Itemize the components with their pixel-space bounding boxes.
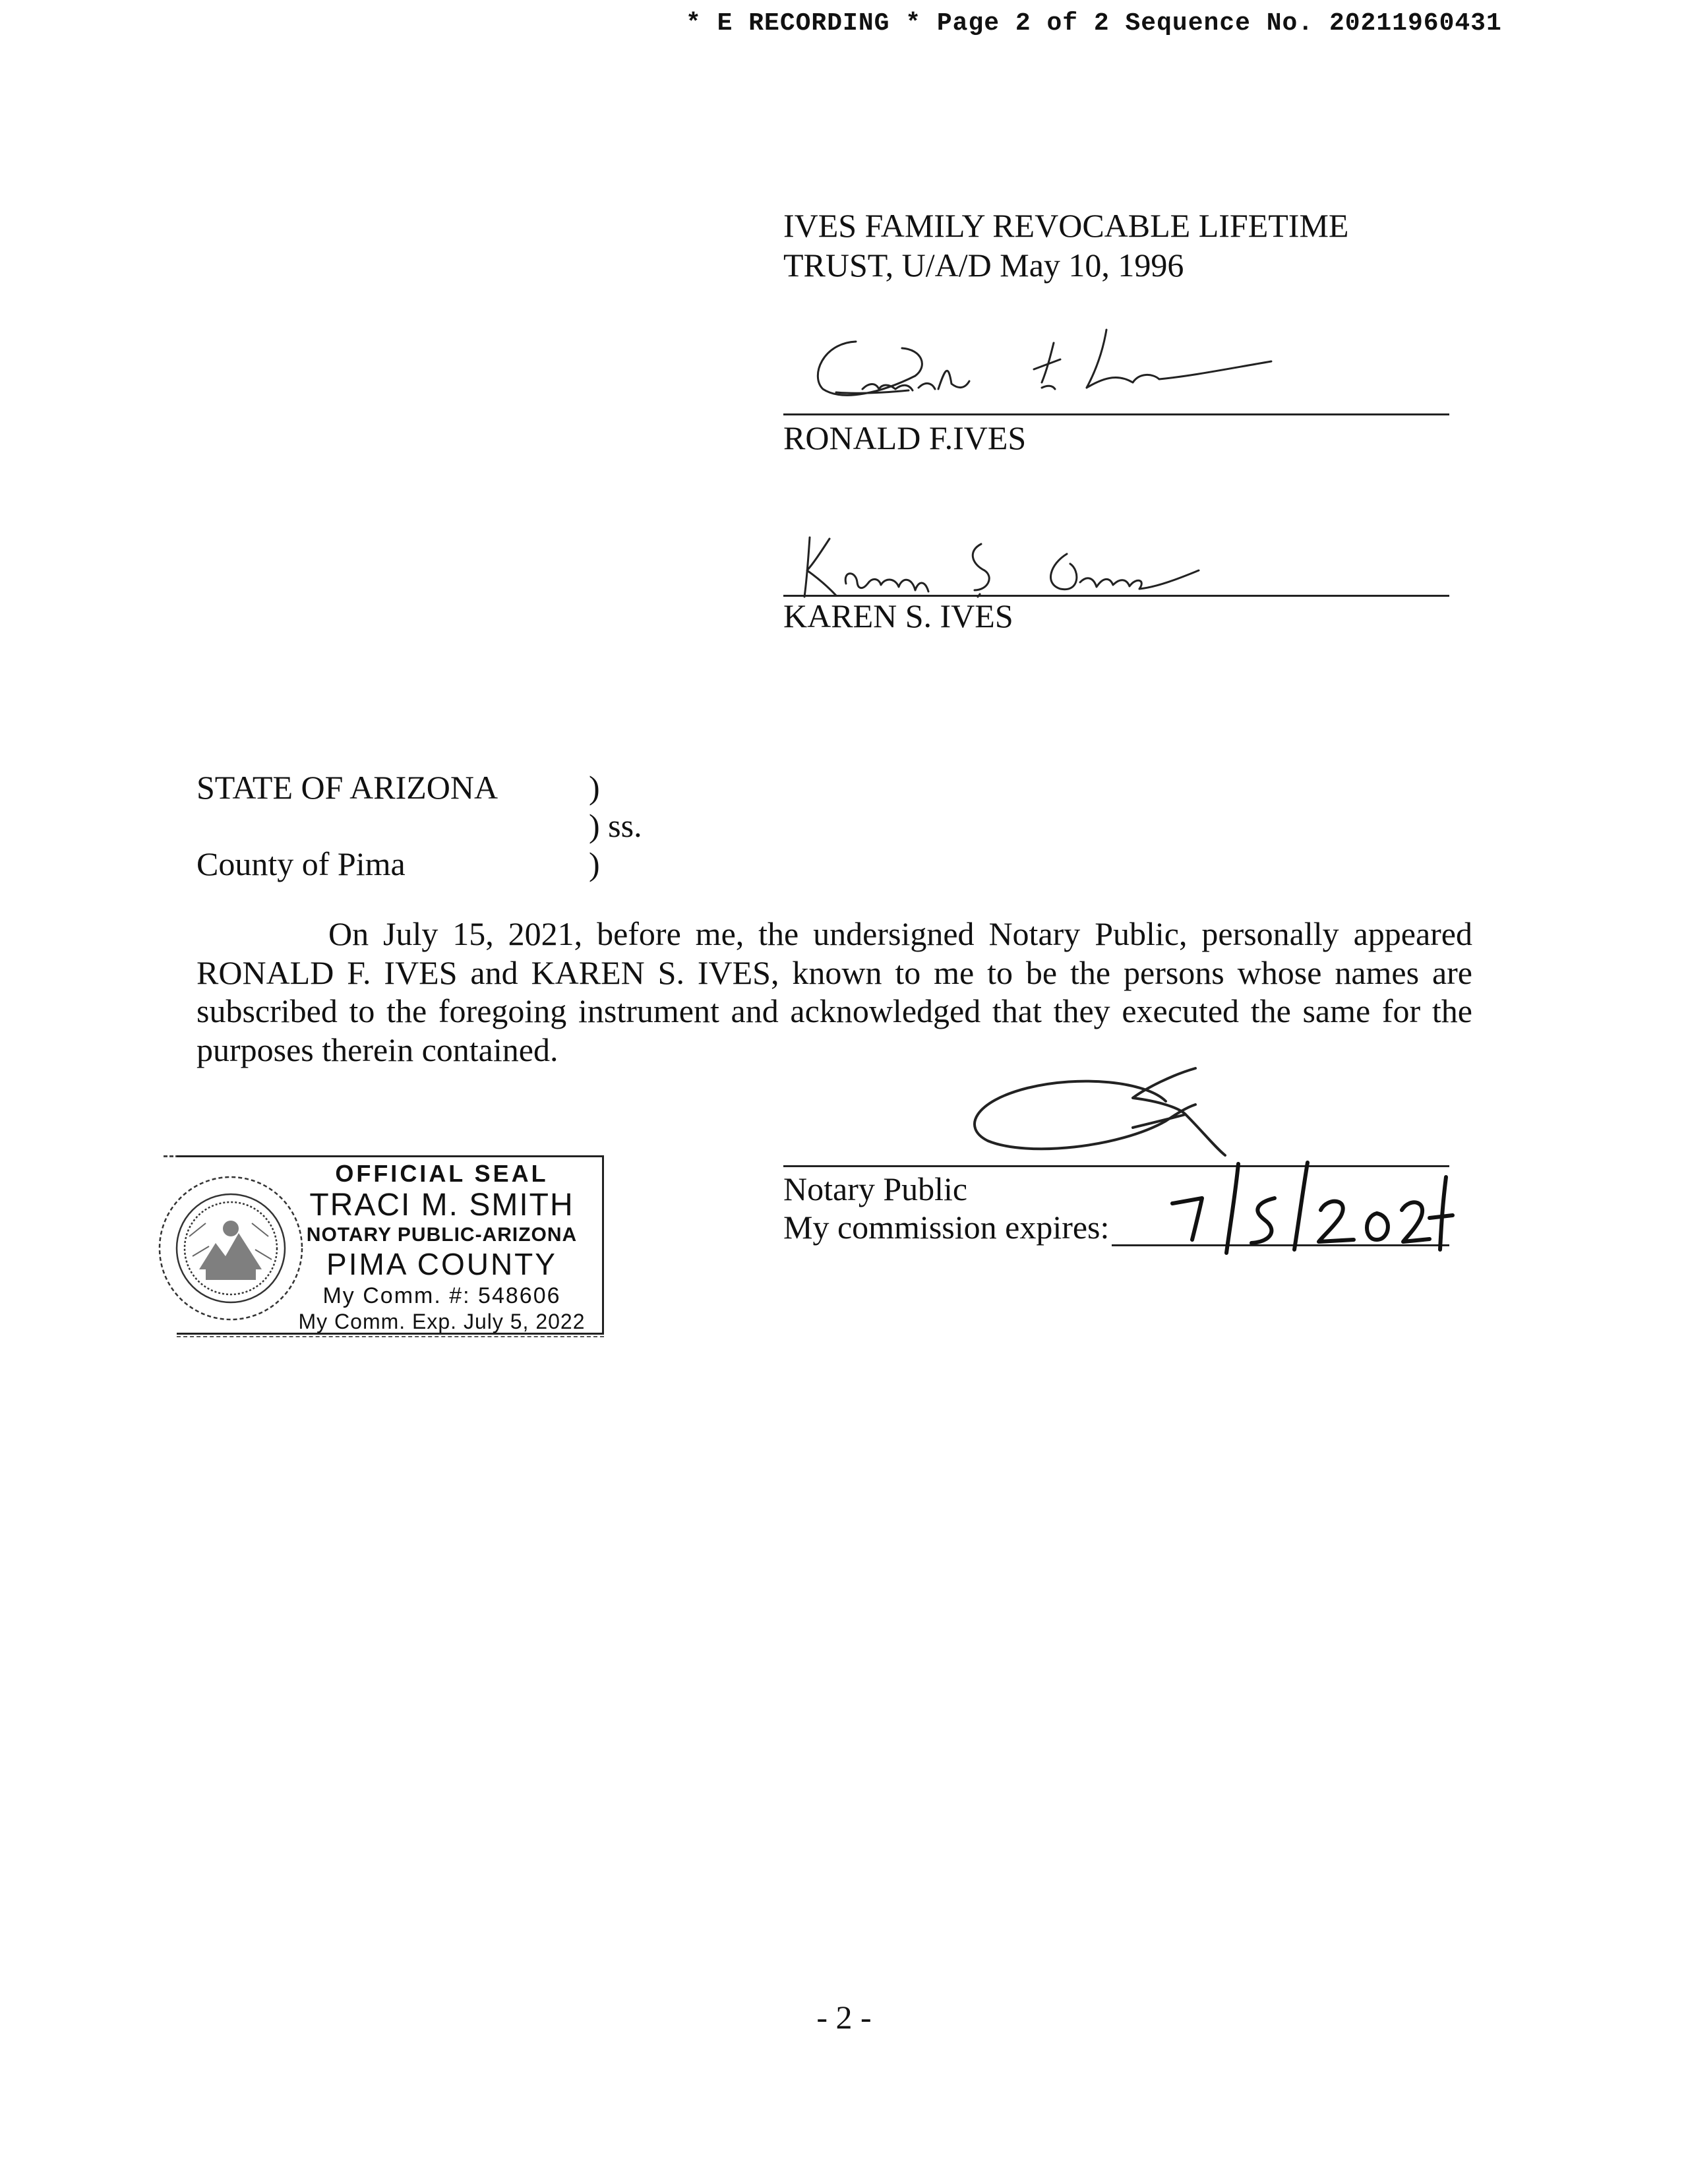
seal-notary-state: NOTARY PUBLIC-ARIZONA: [306, 1224, 578, 1246]
commission-expires-label: My commission expires:: [783, 1209, 1110, 1246]
trust-title-line2: TRUST, U/A/D May 10, 1996: [783, 247, 1184, 284]
signature-notary: [948, 1048, 1251, 1167]
venue-paren-bottom: ): [589, 845, 600, 882]
official-seal-text: [284, 1162, 600, 1332]
signature-block-ronald: [783, 290, 1449, 462]
seal-official-seal: OFFICIAL SEAL: [335, 1160, 549, 1187]
signatory-name-ronald: RONALD F.IVES: [783, 419, 1027, 456]
signature-ronald: [797, 310, 1298, 415]
signature-line-karen: [783, 595, 1449, 597]
signatory-name-karen: KAREN S. IVES: [783, 597, 1013, 634]
trust-title-line1: IVES FAMILY REVOCABLE LIFETIME: [783, 207, 1349, 244]
acknowledgment-paragraph: On July 15, 2021, before me, the undersigned Notary Public, personally appeared RONALD F. IVES and KAREN S. IVES, known to me to be the persons whose names are subscribed to the foregoing instrument and acknowledged that they executed the same for the purposes therein contained.: [196, 915, 1472, 1068]
seal-notary-name: TRACI M. SMITH: [309, 1188, 574, 1223]
venue-ss: ) ss.: [589, 807, 642, 844]
notary-title: Notary Public: [783, 1170, 968, 1207]
venue-paren-top: ): [589, 769, 600, 806]
signature-block-karen: [783, 511, 1449, 643]
seal-commission-number: My Comm. #: 548606: [322, 1283, 561, 1308]
seal-commission-expiry: My Comm. Exp. July 5, 2022: [298, 1310, 586, 1333]
commission-date-handwritten: [1153, 1157, 1456, 1256]
page-number: - 2 -: [816, 1999, 872, 2036]
trust-title: [783, 206, 1348, 285]
seal-dashed-bottom: [177, 1336, 604, 1337]
signature-line-ronald: [783, 413, 1449, 415]
venue-county: County of Pima: [196, 845, 406, 882]
seal-county: PIMA COUNTY: [326, 1247, 557, 1281]
recording-header: * E RECORDING * Page 2 of 2 Sequence No. 20211960431: [686, 9, 1502, 38]
notary-block: [783, 1048, 1449, 1246]
venue-state: STATE OF ARIZONA: [196, 769, 498, 806]
